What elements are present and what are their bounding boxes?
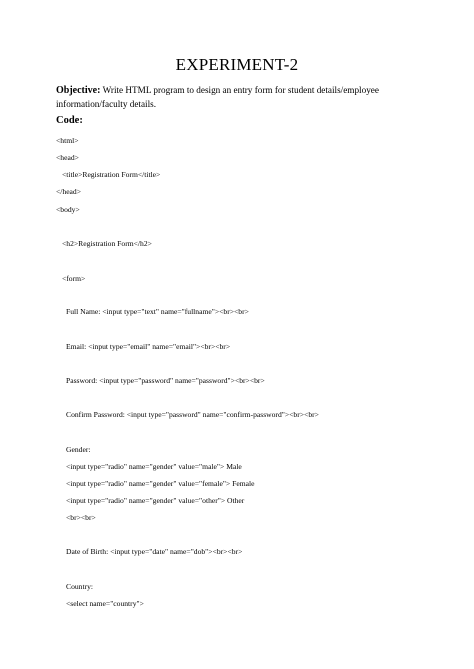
- code-line: <body>: [56, 205, 80, 214]
- code-line: <input type="radio" name="gender" value="male"> Male: [66, 462, 242, 471]
- code-line: </head>: [56, 187, 82, 196]
- objective-text: Write HTML program to design an entry form for student details/employee information/faculty details.: [56, 85, 379, 109]
- code-line: Full Name: <input type="text" name="fullname"><br><br>: [66, 307, 249, 316]
- code-line: Email: <input type="email" name="email"><br><br>: [66, 342, 231, 351]
- code-line: Country:: [66, 582, 94, 591]
- code-line: <input type="radio" name="gender" value="female"> Female: [66, 479, 255, 488]
- code-line: <input type="radio" name="gender" value="other"> Other: [66, 496, 245, 505]
- objective-label: Objective:: [56, 85, 101, 96]
- code-line: <title>Registration Form</title>: [62, 170, 161, 179]
- code-line: Password: <input type="password" name="password"><br><br>: [66, 376, 265, 385]
- code-line: <head>: [56, 153, 79, 162]
- code-line: <select name="country">: [66, 599, 144, 608]
- code-line: <h2>Registration Form</h2>: [62, 239, 152, 248]
- page-title: EXPERIMENT-2: [175, 55, 299, 74]
- code-line: <br><br>: [66, 513, 96, 522]
- code-line: Gender:: [66, 445, 91, 454]
- code-heading: Code:: [56, 115, 83, 126]
- code-line: <form>: [62, 274, 86, 283]
- code-line: Confirm Password: <input type="password" name="confirm-password"><br><br>: [66, 410, 319, 419]
- objective-paragraph: [56, 84, 426, 110]
- code-line: <html>: [56, 136, 79, 145]
- code-line: Date of Birth: <input type="date" name="dob"><br><br>: [66, 547, 243, 556]
